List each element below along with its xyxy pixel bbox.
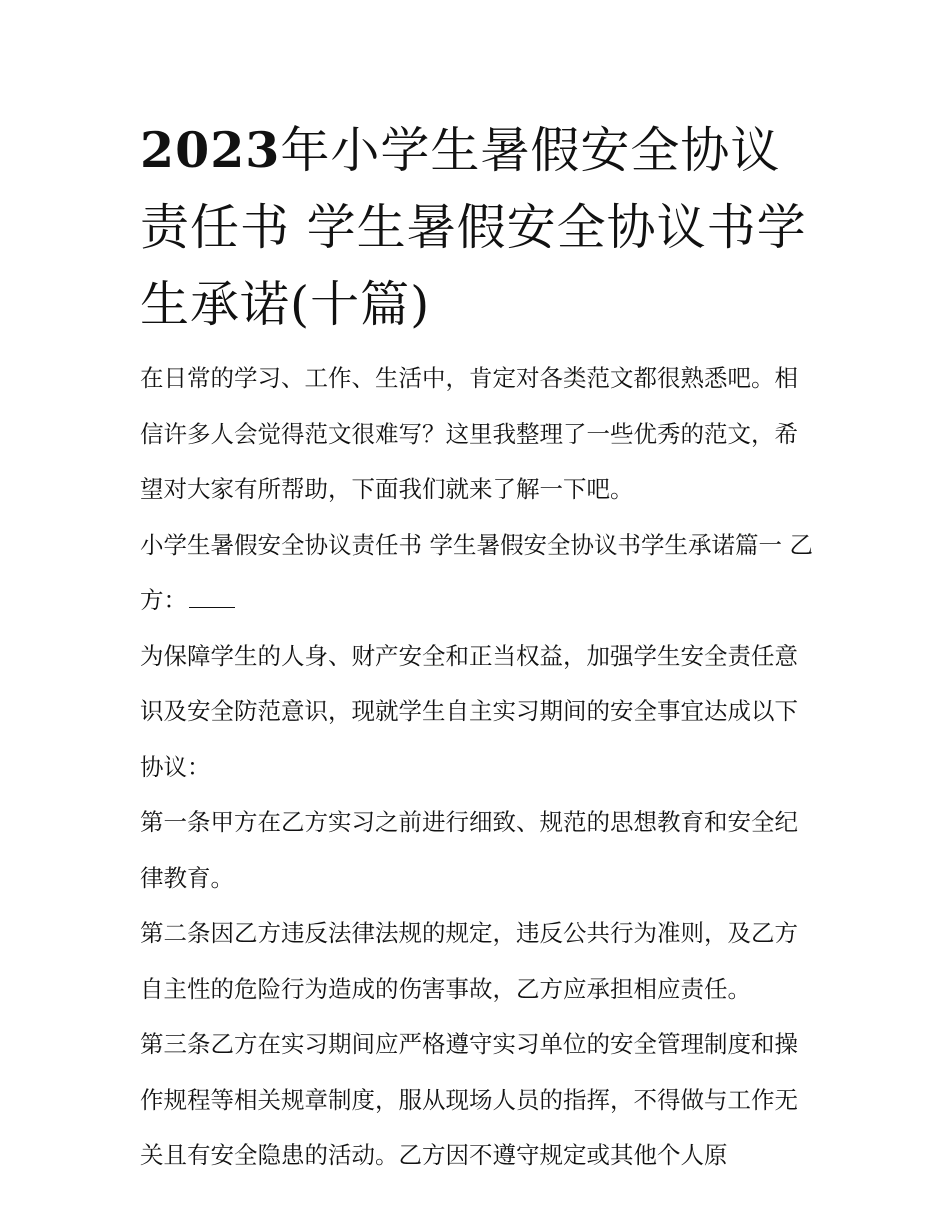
party-b-blank-line	[189, 606, 235, 608]
title-text: 年小学生暑假安全协议责任书 学生暑假安全协议书学生承诺(十篇)	[140, 122, 807, 333]
title-year: 2023	[140, 121, 281, 179]
article-1-paragraph: 第一条甲方在乙方实习之前进行细致、规范的思想教育和安全纪律教育。	[140, 808, 798, 892]
article-3-paragraph: 第三条乙方在实习期间应严格遵守实习单位的安全管理制度和操作规程等相关规章制度，服从现场人员的指挥，不得做与工作无关且有安全隐患的活动。乙方因不遵守规定或其他个人原	[140, 1030, 798, 1169]
document-title	[140, 112, 816, 343]
section-heading-paragraph	[140, 518, 816, 629]
document-content	[140, 112, 816, 1184]
article-2-paragraph: 第二条因乙方违反法律法规的规定，违反公共行为准则，及乙方自主性的危险行为造成的伤害事故，乙方应承担相应责任。	[140, 919, 798, 1003]
section-heading-text: 小学生暑假安全协议责任书 学生暑假安全协议书学生承诺篇一 乙方：	[140, 530, 813, 614]
purpose-paragraph: 为保障学生的人身、财产安全和正当权益，加强学生安全责任意识及安全防范意识，现就学生自主实习期间的安全事宜达成以下协议：	[140, 641, 798, 781]
document-body	[140, 351, 816, 1184]
intro-paragraph: 在日常的学习、工作、生活中，肯定对各类范文都很熟悉吧。相信许多人会觉得范文很难写？这里我整理了一些优秀的范文，希望对大家有所帮助，下面我们就来了解一下吧。	[140, 364, 798, 503]
